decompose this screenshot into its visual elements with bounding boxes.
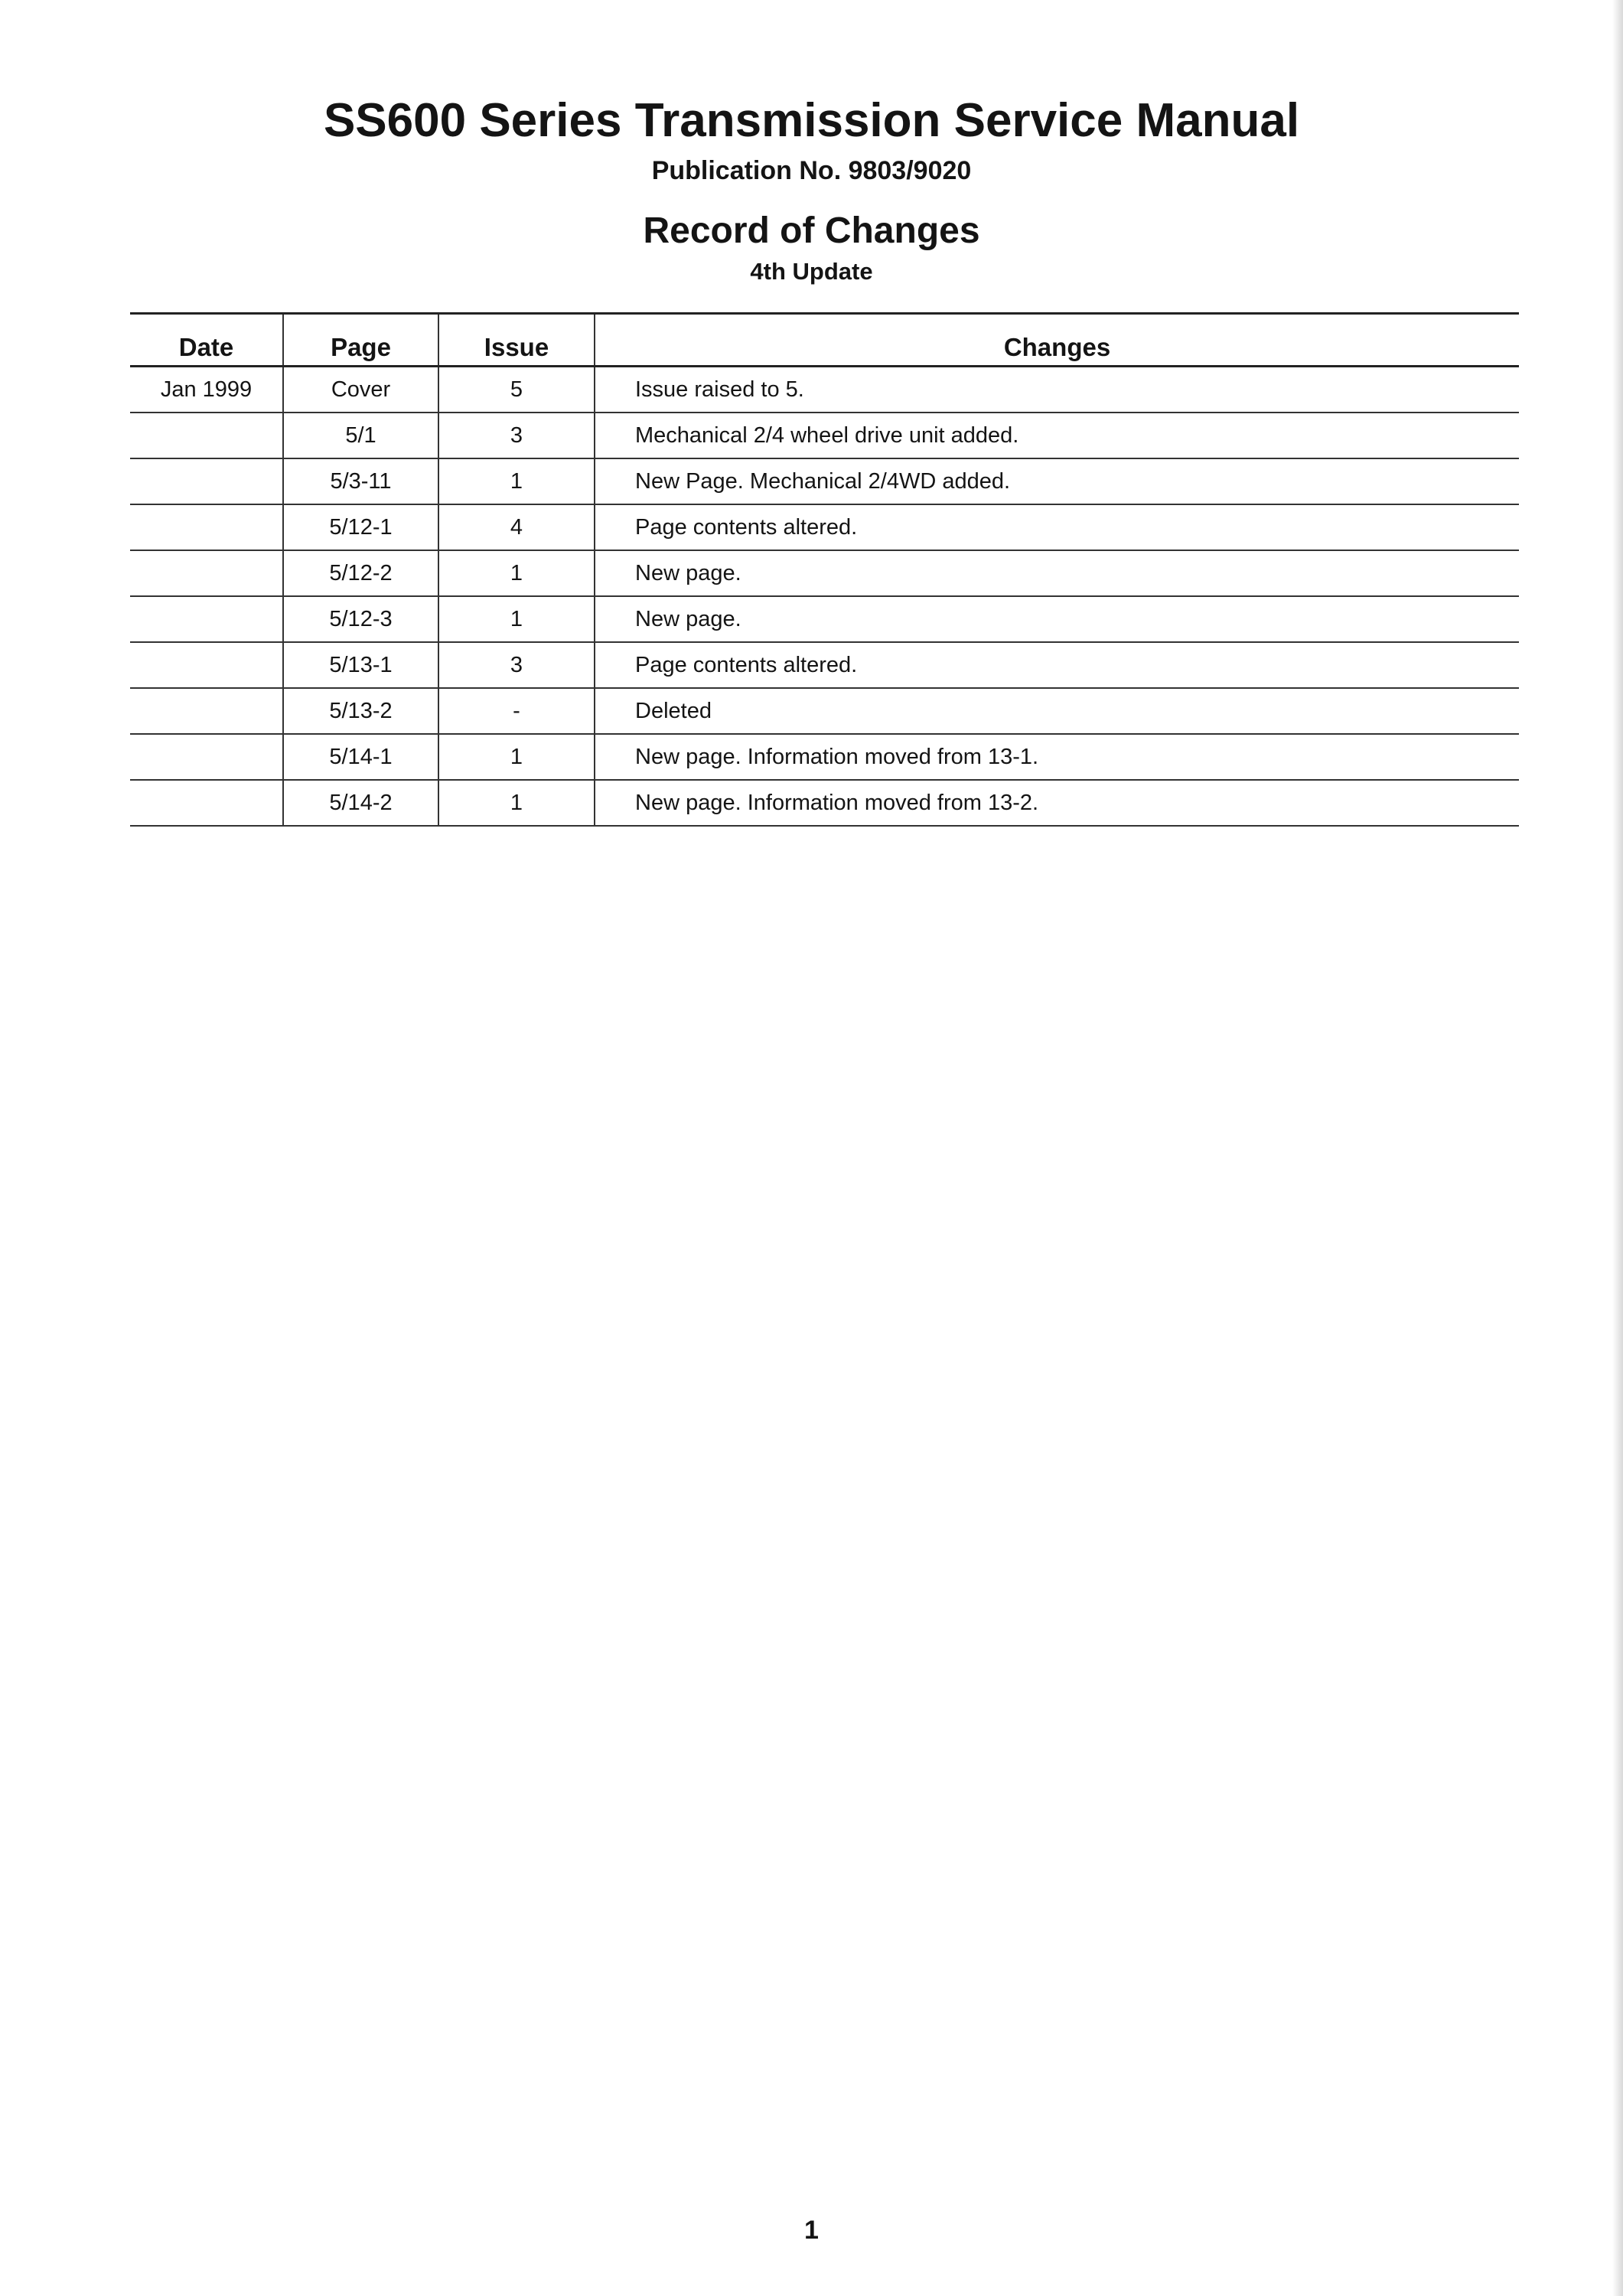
- cell-date: [130, 458, 283, 504]
- table-row: [130, 413, 1519, 458]
- document-title: SS600 Series Transmission Service Manual: [323, 94, 1300, 147]
- cell-issue: 1: [438, 550, 595, 596]
- cell-date: Jan 1999: [130, 367, 283, 413]
- column-header-page: Page: [283, 314, 438, 367]
- cell-page: 5/12-1: [283, 504, 438, 550]
- cell-date: [130, 734, 283, 780]
- cell-page: 5/14-2: [283, 780, 438, 826]
- cell-issue: 5: [438, 367, 595, 413]
- cell-changes: Page contents altered.: [595, 504, 1519, 550]
- cell-issue: 3: [438, 413, 595, 458]
- cell-changes: New page. Information moved from 13-2.: [595, 780, 1519, 826]
- cell-date: [130, 642, 283, 688]
- table-row: [130, 688, 1519, 734]
- table-row: [130, 367, 1519, 413]
- cell-changes: Mechanical 2/4 wheel drive unit added.: [595, 413, 1519, 458]
- cell-page: 5/1: [283, 413, 438, 458]
- cell-changes: New page. Information moved from 13-1.: [595, 734, 1519, 780]
- cell-changes: Issue raised to 5.: [595, 367, 1519, 413]
- cell-page: 5/12-3: [283, 596, 438, 642]
- cell-issue: 1: [438, 458, 595, 504]
- page-edge-shadow: [1612, 0, 1623, 2296]
- cell-date: [130, 550, 283, 596]
- cell-changes: New page.: [595, 550, 1519, 596]
- table-row: [130, 550, 1519, 596]
- column-header-date: Date: [130, 314, 283, 367]
- section-title: Record of Changes: [643, 210, 980, 251]
- record-of-changes-table: [130, 312, 1519, 827]
- table-header-row: [130, 314, 1519, 367]
- cell-changes: Page contents altered.: [595, 642, 1519, 688]
- table-row: [130, 642, 1519, 688]
- cell-issue: 1: [438, 780, 595, 826]
- cell-page: 5/14-1: [283, 734, 438, 780]
- cell-page: 5/3-11: [283, 458, 438, 504]
- cell-date: [130, 688, 283, 734]
- cell-issue: 3: [438, 642, 595, 688]
- cell-changes: New Page. Mechanical 2/4WD added.: [595, 458, 1519, 504]
- table-row: [130, 596, 1519, 642]
- table-row: [130, 458, 1519, 504]
- cell-changes: Deleted: [595, 688, 1519, 734]
- column-header-changes: Changes: [595, 314, 1519, 367]
- cell-issue: 1: [438, 734, 595, 780]
- table-row: [130, 780, 1519, 826]
- cell-changes: New page.: [595, 596, 1519, 642]
- cell-issue: -: [438, 688, 595, 734]
- cell-issue: 4: [438, 504, 595, 550]
- update-label: 4th Update: [750, 258, 873, 285]
- cell-page: 5/13-1: [283, 642, 438, 688]
- cell-issue: 1: [438, 596, 595, 642]
- table-row: [130, 504, 1519, 550]
- page-number: 1: [804, 2216, 819, 2245]
- cell-page: 5/12-2: [283, 550, 438, 596]
- publication-number: Publication No. 9803/9020: [651, 156, 972, 185]
- cell-date: [130, 504, 283, 550]
- cell-date: [130, 780, 283, 826]
- cell-page: 5/13-2: [283, 688, 438, 734]
- table-row: [130, 734, 1519, 780]
- cell-date: [130, 413, 283, 458]
- column-header-issue: Issue: [438, 314, 595, 367]
- cell-page: Cover: [283, 367, 438, 413]
- cell-date: [130, 596, 283, 642]
